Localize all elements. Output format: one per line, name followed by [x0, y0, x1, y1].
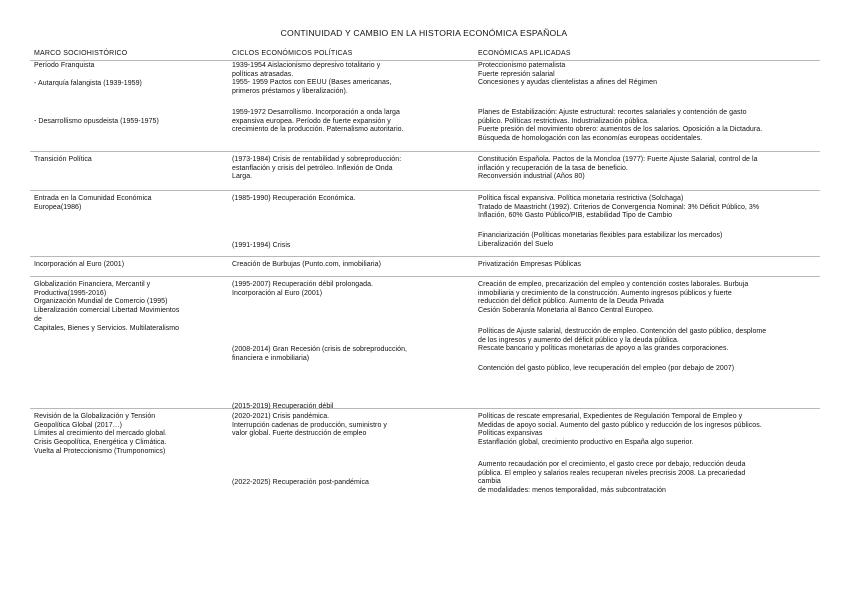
cell-line: Entrada en la Comunidad Económica [34, 195, 152, 202]
cell-line: Reconversión industrial (Años 80) [478, 173, 585, 181]
row-franquismo-marco-desarrollismo [34, 118, 226, 127]
cell-line: Contención del gasto público, leve recuperación del empleo (por debajo de 2007) [478, 365, 735, 372]
cell-line: Fuerte presión del movimiento obrero: aumentos de los salarios. Oposición a la Dictadura. [478, 126, 763, 134]
cell-line: Aumento recaudación por el crecimiento, el gasto crece por debajo, reducción deuda [478, 461, 746, 468]
row-franquismo-marco-autarquia [34, 80, 226, 89]
cell-line: 1959-1972 Desarrollismo. Incorporación a onda larga [232, 109, 400, 116]
cell-line: (1985-1990) Recuperación Económica. [232, 195, 356, 202]
row-globalizacion-ciclos-b [232, 346, 432, 363]
cell-line: Búsqueda de homologación con las economías europeas occidentales. [478, 135, 703, 143]
cell-line: Creación de Burbujas (Punto.com, inmobiliaria) [232, 261, 381, 268]
column-header-economicas: ECONÓMICAS APLICADAS [478, 50, 571, 57]
cell-line: Privatización Empresas Públicas [478, 261, 582, 268]
row-cee-politicas-a [478, 195, 818, 221]
column-header-marco: MARCO SOCIOHISTÓRICO [34, 50, 128, 57]
cell-line: Geopolítica Global (2017…) [34, 421, 123, 429]
cell-line: pública. El empleo y salarios reales recuperan niveles precrisis 2008. La precariedad [478, 469, 746, 477]
row-cee-ciclos-a [232, 195, 432, 204]
row-revision-politicas-a [478, 413, 818, 448]
row-revision-marco [34, 413, 226, 457]
cell-line: Productiva(1995-2016) [34, 289, 107, 297]
cell-line: inmobiliaria y crecimiento de la construcción. Aumento ingresos públicos y fuerte [478, 289, 732, 297]
cell-line: público. Políticas restrictivas. Industrialización pública. [478, 117, 650, 125]
cell-line: Concesiones y ayudas clientelistas a afines del Régimen [478, 79, 658, 87]
cell-line: Creación de empleo, precarización del empleo y contención costes laborales. Burbuja [478, 281, 749, 288]
row-globalizacion-marco [34, 281, 226, 333]
page-title: CONTINUIDAD Y CAMBIO EN LA HISTORIA ECONÓMICA ESPAÑOLA [280, 28, 568, 38]
row-euro-politicas [478, 261, 818, 270]
cell-line: (2008-2014) Gran Recesión (crisis de sobreproducción, [232, 346, 408, 353]
row-cee-politicas-b [478, 232, 818, 249]
cell-line: Proteccionismo paternalista [478, 62, 566, 69]
cell-line: políticas atrasadas. [232, 70, 294, 78]
cell-line: Política fiscal expansiva. Política monetaria restrictiva (Solchaga) [478, 195, 684, 202]
row-franquismo-politicas-a [478, 62, 818, 88]
cell-line: Interrupción cadenas de producción, suministro y [232, 421, 387, 429]
cell-line: Revisión de la Globalización y Tensión [34, 413, 156, 420]
row-franquismo-politicas-b [478, 109, 818, 144]
cell-line: de modalidades: menos temporalidad, más subcontratación [478, 487, 666, 495]
row-euro-marco [34, 261, 226, 270]
cell-line: Inflación, 60% Gasto Público/PIB, estabilidad Tipo de Cambio [478, 212, 673, 220]
row-globalizacion-politicas-a [478, 281, 818, 316]
row-divider [30, 151, 820, 152]
cell-line: Liberalización del Suelo [478, 240, 554, 248]
row-transicion-marco [34, 156, 226, 165]
cell-line: inflación y recuperación de la tasa de beneficio. [478, 164, 628, 172]
cell-line: Cesión Soberanía Monetaria al Banco Central Europeo. [478, 307, 654, 315]
row-divider [30, 276, 820, 277]
row-globalizacion-politicas-c [478, 365, 818, 374]
cell-line: Tratado de Maastricht (1992). Criterios de Convergencia Nominal: 3% Déficit Público, 3% [478, 203, 760, 211]
row-revision-politicas-b [478, 461, 818, 496]
cell-line: - Autarquía falangista (1939-1959) [34, 80, 142, 87]
cell-line: expansiva europea. Período de fuerte expansión y [232, 117, 391, 125]
cell-line: Globalización Financiera, Mercantil y [34, 281, 151, 288]
cell-line: Fuerte represión salarial [478, 70, 555, 78]
cell-line: primeros préstamos y liberalización). [232, 88, 348, 96]
cell-line: crecimiento de la producción. Paternalismo autoritario. [232, 126, 404, 134]
cell-line: 1955- 1959 Pactos con EEUU (Bases americanas, [232, 79, 392, 87]
row-divider [30, 256, 820, 257]
row-cee-ciclos-b [232, 242, 432, 251]
cell-line: Rescate bancario y políticas monetarias de apoyo a las grandes corporaciones. [478, 345, 729, 353]
cell-line: Financiarización (Políticas monetarias flexibles para estabilizar los mercados) [478, 232, 723, 239]
row-divider [30, 190, 820, 191]
cell-line: Transición Política [34, 156, 92, 163]
cell-line: de los ingresos y aumento del déficit público y la deuda pública. [478, 336, 679, 344]
row-cee-marco [34, 195, 226, 212]
cell-line: Capitales, Bienes y Servicios. Multilateralismo [34, 324, 180, 332]
row-revision-ciclos-b [232, 479, 432, 488]
cell-line: Planes de Estabilización: Ajuste estructural: recortes salariales y contención de gasto [478, 109, 747, 116]
cell-line: Límites al crecimiento del mercado global. [34, 430, 167, 438]
cell-line: Período Franquista [34, 62, 95, 69]
cell-line: (1973-1984) Crisis de rentabilidad y sobreproducción: [232, 156, 402, 163]
row-globalizacion-ciclos-c [232, 403, 432, 412]
row-euro-ciclos [232, 261, 432, 270]
cell-line: Europea(1986) [34, 203, 82, 211]
cell-line: de [34, 315, 42, 323]
cell-line: Medidas de apoyo social. Aumento del gasto público y reducción de los ingresos públicos. [478, 421, 762, 429]
row-revision-ciclos-a [232, 413, 432, 439]
cell-line: Políticas de rescate empresarial, Expedientes de Regulación Temporal de Empleo y [478, 413, 743, 420]
row-transicion-ciclos [232, 156, 432, 182]
cell-line: Estanflación global, crecimiento productivo en España algo superior. [478, 439, 694, 447]
column-header-ciclos: CICLOS ECONÓMICOS POLÍTICAS [232, 50, 353, 57]
header-divider [30, 60, 820, 61]
cell-line: Constitución Española. Pactos de la Moncloa (1977): Fuerte Ajuste Salarial, control de la [478, 156, 758, 163]
cell-line: Políticas de Ajuste salarial, destrucción de empleo. Contención del gasto público, desplome [478, 328, 767, 335]
cell-line: Crisis Geopolítica, Energética y Climática. [34, 439, 167, 447]
cell-line: (2020-2021) Crisis pandémica. [232, 413, 330, 420]
row-franquismo-ciclos-b [232, 109, 432, 135]
cell-line: cambia [478, 478, 501, 486]
row-globalizacion-politicas-b [478, 328, 818, 354]
cell-line: (1995-2007) Recuperación débil prolongada. [232, 281, 374, 288]
row-transicion-politicas [478, 156, 818, 182]
cell-line: reducción del déficit público. Aumento de la Deuda Privada [478, 298, 664, 306]
cell-line: financiera e inmobiliaria) [232, 354, 310, 362]
row-franquismo-ciclos-a [232, 62, 432, 97]
cell-line: (2015-2019) Recuperación débil [232, 403, 334, 410]
cell-line: (1991-1994) Crisis [232, 242, 291, 249]
cell-line: Organización Mundial de Comercio (1995) [34, 298, 168, 306]
cell-line: valor global. Fuerte destrucción de empleo [232, 430, 367, 438]
cell-line: - Desarrollismo opusdeista (1959-1975) [34, 118, 159, 125]
cell-line: 1939-1954 Aislacionismo depresivo totalitario y [232, 62, 381, 69]
cell-line: estanflación y crisis del petróleo. Inflexión de Onda [232, 164, 393, 172]
cell-line: Vuelta al Proteccionismo (Trumponomics) [34, 447, 166, 455]
cell-line: Liberalización comercial Libertad Movimientos [34, 307, 180, 315]
row-franquismo-marco [34, 62, 226, 71]
row-globalizacion-ciclos-a [232, 281, 432, 298]
cell-line: Políticas expansivas [478, 430, 543, 438]
cell-line: (2022-2025) Recuperación post-pandémica [232, 479, 369, 486]
cell-line: Incorporación al Euro (2001) [232, 289, 323, 297]
cell-line: Larga. [232, 173, 253, 181]
cell-line: Incorporación al Euro (2001) [34, 261, 125, 268]
